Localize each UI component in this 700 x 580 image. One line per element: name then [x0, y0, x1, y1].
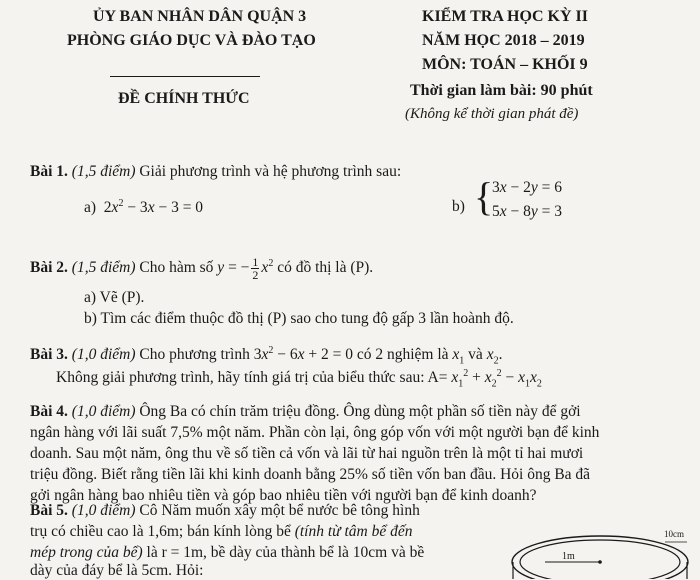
- bai4-line2: ngân hàng với lãi suất 7,5% một năm. Phần còn lại, ông góp vốn với một người bạn để kinh: [30, 424, 600, 441]
- official-label: ĐỀ CHÍNH THỨC: [118, 90, 250, 107]
- header-department: PHÒNG GIÁO DỤC VÀ ĐÀO TẠO: [67, 32, 316, 49]
- bai5-line1: Bài 5. (1,0 điểm) Cô Năm muốn xây một bể nước bê tông hình: [30, 502, 420, 519]
- school-year: NĂM HỌC 2018 – 2019: [422, 32, 585, 49]
- bai5-line3: mép trong của bể) là r = 1m, bề dày của thành bể là 10cm và bề: [30, 544, 425, 561]
- bai1-heading: Bài 1. (1,5 điểm) Giải phương trình và hệ phương trình sau:: [30, 163, 402, 180]
- bai2-b: b) Tìm các điểm thuộc đồ thị (P) sao cho tung độ gấp 3 lần hoành độ.: [84, 310, 514, 327]
- bai4-line3: doanh. Sau một năm, ông thu về số tiền cả vốn và lãi từ hai nguồn trên là một tỉ hai mươi: [30, 445, 584, 462]
- tank-radius-label: 1m: [562, 551, 575, 562]
- bai4-line1: Bài 4. (1,0 điểm) Ông Ba có chín trăm triệu đồng. Ông dùng một phần số tiền này để gởi: [30, 403, 581, 420]
- header-divider: [110, 76, 260, 77]
- bai1-b-label: b): [452, 198, 465, 215]
- tank-thickness-label: 10cm: [664, 529, 684, 539]
- bai5-line2: trụ có chiều cao là 1,6m; bán kính lòng bể (tính từ tâm bể đến: [30, 523, 413, 540]
- bai4-line4: triệu đồng. Biết rằng tiền lãi khi kinh doanh bằng 25% số tiền vốn ban đầu. Hỏi ông Ba đã: [30, 466, 591, 483]
- bai1-a: a) $2x^2 - 3x - 3 = 0$: [84, 198, 204, 217]
- subject: MÔN: TOÁN – KHỐI 9: [422, 56, 588, 73]
- bai2-heading: Bài 2. (1,5 điểm) Cho hàm số y = − $\frac{1}{2}$ $x^2$ có đồ thị là (P).: [30, 255, 374, 282]
- bai4-line5: gởi ngân hàng bao nhiêu tiền và góp bao nhiêu tiền với người bạn để kinh doanh?: [30, 487, 537, 504]
- time-note: (Không kể thời gian phát đề): [405, 106, 579, 122]
- exam-title: KIỂM TRA HỌC KỲ II: [422, 8, 588, 25]
- header-authority: ỦY BAN NHÂN DÂN QUẬN 3: [93, 8, 307, 25]
- bai3-line2: Không giải phương trình, hãy tính giá trị của biểu thức sau: $A= x_1^2 + x_2^2 - x_1x_2$: [56, 368, 542, 390]
- bai3-heading: Bài 3. (1,0 điểm) Cho phương trình $3x^2 - 6x + 2 = 0$ có 2 nghiệm là $x_1$ và $x_2$.: [30, 345, 503, 367]
- time-limit: Thời gian làm bài: 90 phút: [410, 82, 593, 99]
- bai2-a: a) Vẽ (P).: [84, 289, 145, 306]
- bai5-line4: dày của đáy bể là 5cm. Hỏi:: [30, 562, 204, 579]
